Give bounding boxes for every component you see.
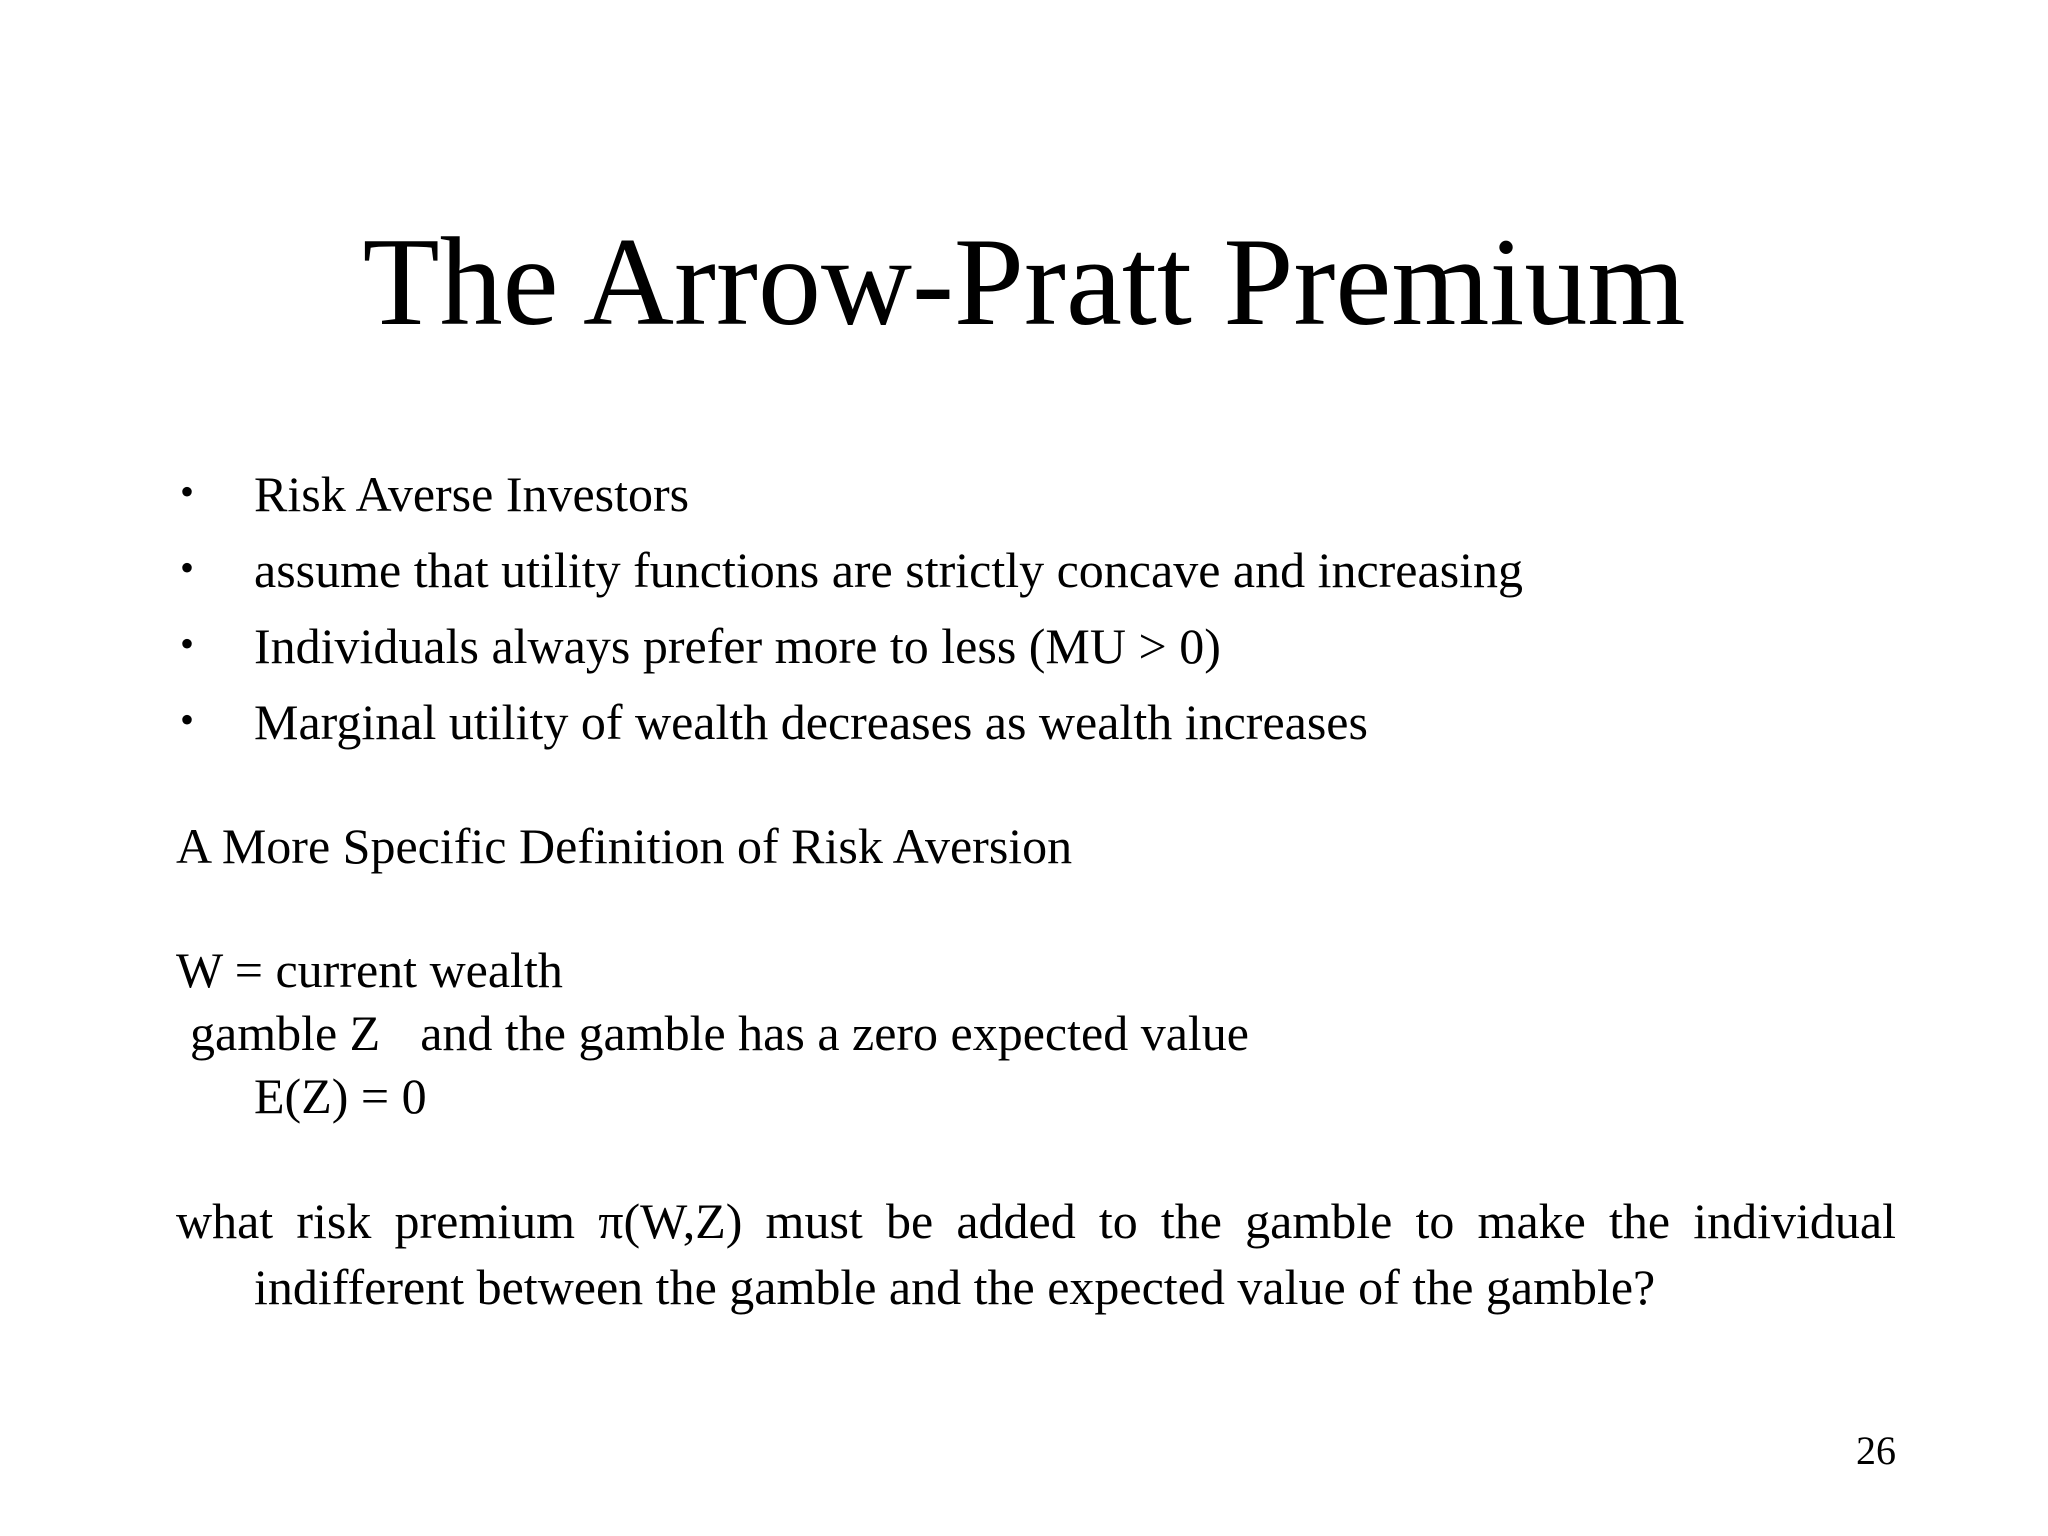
page-number: 26: [1856, 1428, 1896, 1473]
expected-value-equation: E(Z) = 0: [254, 1068, 427, 1124]
gamble-definition: [190, 1003, 1249, 1063]
section-subheading: A More Specific Definition of Risk Aversion: [176, 818, 1073, 874]
question-line-1: what risk premium π(W,Z) must be added to the gamble to make the individual: [176, 1193, 1896, 1249]
bullet-text: Individuals always prefer more to less (MU > 0): [254, 618, 1221, 674]
question-line-2: indifferent between the gamble and the expected value of the gamble?: [254, 1259, 1656, 1315]
bullet-icon: •: [180, 621, 195, 666]
bullet-list: [176, 464, 1916, 768]
wealth-definition: W = current wealth: [176, 942, 563, 998]
bullet-item: [176, 540, 1916, 616]
slide-title: The Arrow-Pratt Premium: [362, 213, 1686, 352]
gamble-description: and the gamble has a zero expected value: [420, 1005, 1249, 1061]
bullet-icon: •: [180, 545, 195, 590]
gamble-label: gamble Z: [190, 1005, 381, 1061]
bullet-text: assume that utility functions are strictly concave and increasing: [254, 542, 1524, 598]
bullet-item: [176, 464, 1916, 540]
bullet-text: Risk Averse Investors: [254, 466, 690, 522]
bullet-text: Marginal utility of wealth decreases as wealth increases: [254, 694, 1368, 750]
bullet-icon: •: [180, 697, 195, 742]
bullet-icon: •: [180, 469, 195, 514]
risk-premium-question: [176, 1188, 1896, 1320]
bullet-item: [176, 692, 1916, 768]
bullet-item: [176, 616, 1916, 692]
